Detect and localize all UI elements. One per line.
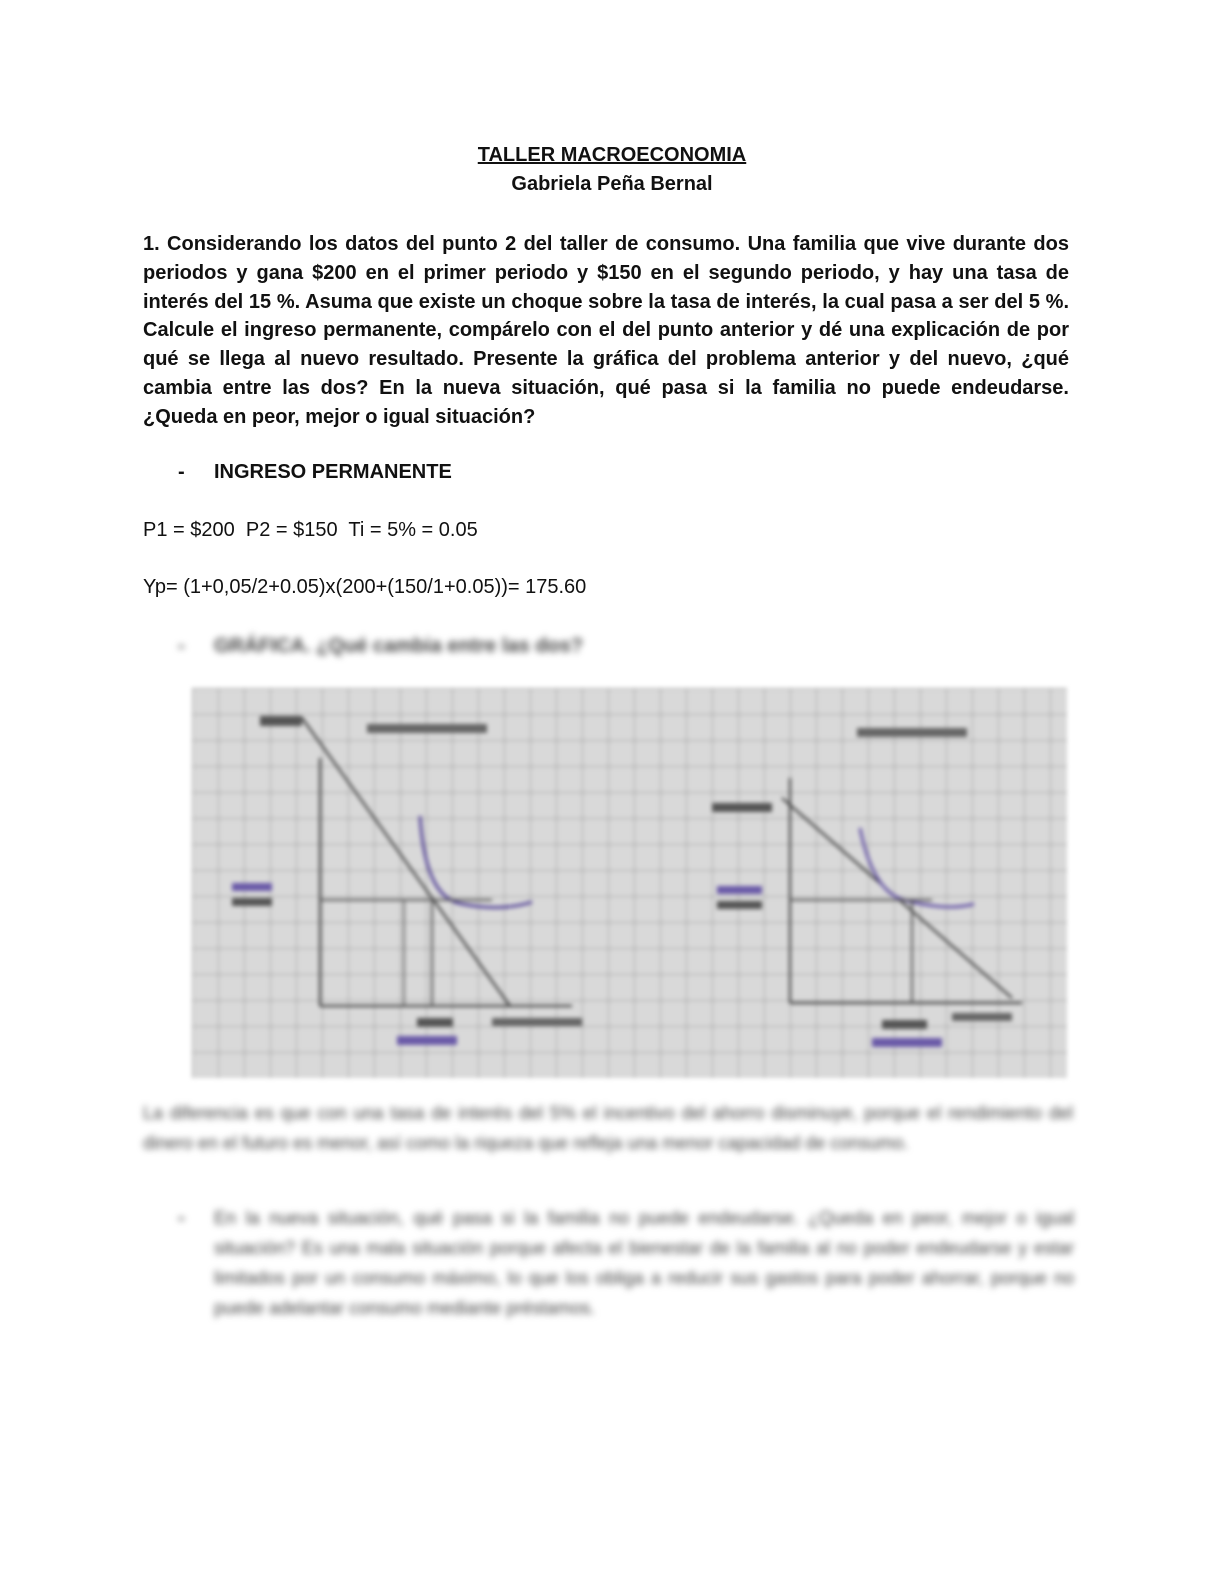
document-author: Gabriela Peña Bernal	[511, 173, 713, 195]
bullet-endeudamiento: -	[178, 1207, 185, 1229]
explanation-paragraph: La diferencia es que con una tasa de interés del 5% el incentivo del ahorro disminuye, porque el rendimiento del dinero en el futuro es menor, así como la riqueza que refleja una menor capacidad de consumo.	[143, 1103, 1073, 1153]
endeudamiento-paragraph: En la nueva situación, qué pasa si la familia no puede endeudarse. ¿Queda en peor, mejor o igual situación? Es una mala situación porque afecta el bienestar de la familia al no poder endeudarse y estar limitados por un consumo máximo, lo que los obliga a reducir sus gastos para poder ahorrar, porque no puede adelantar consumo mediante préstamos.	[214, 1208, 1074, 1318]
document-title: TALLER MACROECONOMIA	[477, 144, 747, 166]
heading-ingreso-permanente: INGRESO PERMANENTE	[214, 461, 452, 483]
question-text: 1. Considerando los datos del punto 2 del taller de consumo. Una familia que vive durante dos periodos y gana $200 en el primer periodo y $150 en el segundo periodo, y hay una tasa de interés del 15 %. Asuma que existe un choque sobre la tasa de interés, la cual pasa a ser del 5 %. Calcule el ingreso permanente, compárelo con el del punto anterior y dé una explicación de por qué se llega al nuevo resultado. Presente la gráfica del problema anterior y del nuevo, ¿qué cambia entre las dos? En la nueva situación, qué pasa si la familia no puede endeudarse. ¿Queda en peor, mejor o igual situación?	[143, 233, 1069, 428]
bullet-grafica: -	[178, 635, 185, 657]
bullet-ingreso: -	[178, 461, 185, 483]
given-values: P1 = $200 P2 = $150 Ti = 5% = 0.05	[143, 519, 478, 541]
hand-drawn-graph-image	[192, 688, 1067, 1078]
graph-drawing	[192, 688, 1067, 1078]
permanent-income-formula: Yp= (1+0,05/2+0.05)x(200+(150/1+0.05))= 175.60	[143, 576, 587, 598]
heading-grafica: GRÁFICA. ¿Qué cambia entre las dos?	[214, 635, 583, 657]
